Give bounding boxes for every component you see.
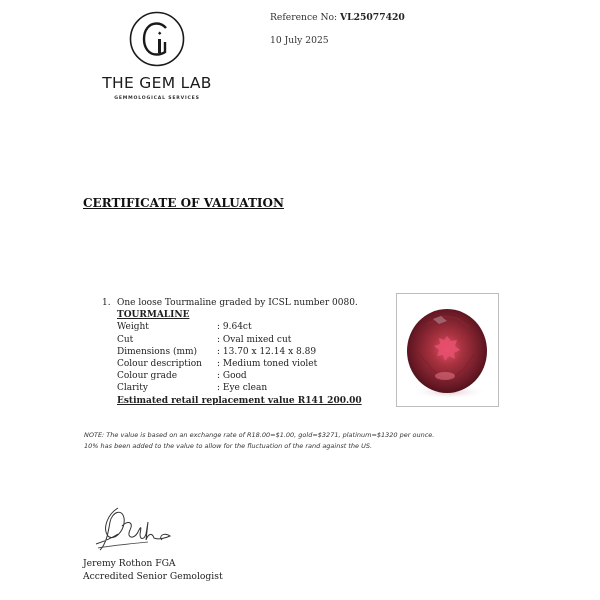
note-line-2: 10% has been added to the value to allow for the fluctuation of the rand against the US. <box>84 441 373 450</box>
brand-name: THE GEM LAB <box>102 74 212 92</box>
note-line-1: NOTE: The value is based on an exchange rate of R18.00=$1.00, gold=$3271, platinum=$1320 per ounce. <box>84 431 435 439</box>
brand-tagline: GEMMOLOGICAL SERVICES <box>114 96 200 101</box>
property-row-dimensions <box>117 346 397 358</box>
property-row-weight <box>117 321 397 333</box>
property-value: : Eye clean <box>217 383 268 394</box>
certificate-date: 10 July 2025 <box>270 35 329 46</box>
property-value: : Oval mixed cut <box>217 334 292 345</box>
document-title: CERTIFICATE OF VALUATION <box>83 196 284 210</box>
item-number: 1. <box>102 298 111 308</box>
gem-lab-logo-icon <box>128 10 186 68</box>
reference-number <box>270 12 405 23</box>
property-label: Dimensions (mm) <box>117 346 198 357</box>
property-label: Cut <box>117 334 134 345</box>
property-row-clarity <box>117 382 397 394</box>
company-logo <box>92 10 222 101</box>
property-label: Colour description <box>117 359 202 370</box>
gem-name: TOURMALINE <box>117 310 190 321</box>
property-row-colour-grade <box>117 370 397 382</box>
property-value: : 9.64ct <box>217 322 252 333</box>
property-label: Weight <box>117 322 149 333</box>
property-row-colour-description <box>117 358 397 370</box>
valuation-note <box>84 430 514 451</box>
property-label: Colour grade <box>117 371 178 382</box>
signature <box>88 500 178 562</box>
signatory-title: Accredited Senior Gemologist <box>83 570 223 582</box>
property-value: : 13.70 x 12.14 x 8.89 <box>217 346 317 357</box>
property-label: Clarity <box>117 383 149 394</box>
signatory <box>83 558 223 583</box>
property-value: : Medium toned violet <box>217 359 318 370</box>
property-value: : Good <box>217 371 247 382</box>
signatory-name: Jeremy Rothon FGA <box>83 558 176 569</box>
estimated-value: Estimated retail replacement value R141 200.00 <box>117 395 362 406</box>
reference-label: Reference No: <box>270 12 338 23</box>
item-description: One loose Tourmaline graded by ICSL number 0080. <box>117 298 358 308</box>
property-row-cut <box>117 334 397 346</box>
gemstone-image-icon <box>397 294 498 406</box>
reference-value: VL25077420 <box>340 12 405 23</box>
signature-icon <box>88 500 178 558</box>
gem-photo <box>396 293 499 407</box>
